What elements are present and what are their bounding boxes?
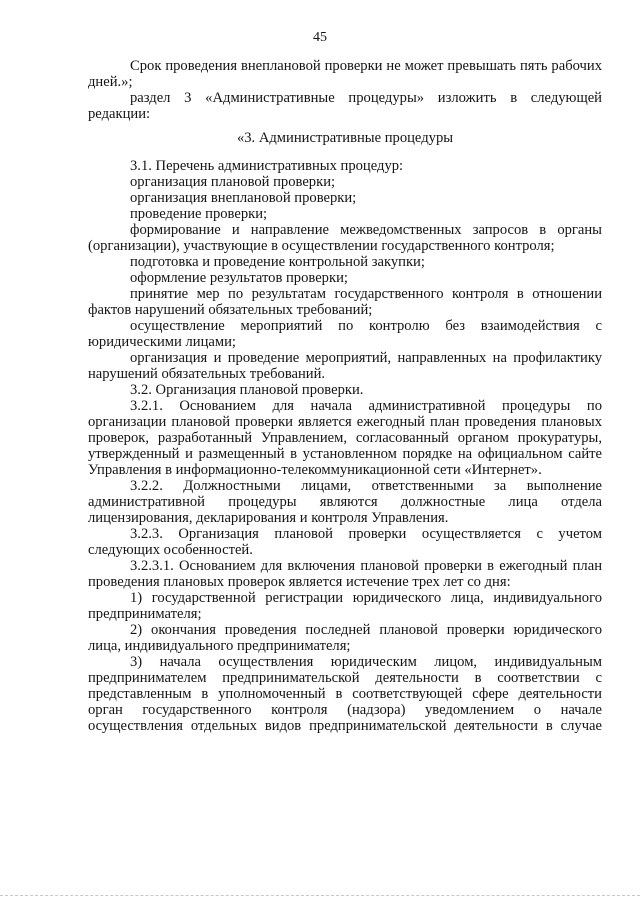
list-item: 2) окончания проведения последней плановой проверки юридического лица, индивидуального предпринимателя; [88,622,602,654]
paragraph: 3.2.2. Должностными лицами, ответственными за выполнение административной процедуры являются должностные лица отдела лицензирования, декларирования и контроля Управления. [88,478,602,526]
paragraph: 3.2.3.1. Основанием для включения плановой проверки в ежегодный план проведения плановых проверок является истечение трех лет со дня: [88,558,602,590]
list-item: 1) государственной регистрации юридического лица, индивидуального предпринимателя; [88,590,602,622]
list-item: 3) начала осуществления юридическим лицом, индивидуальным предпринимателем предпринимательской деятельности в соответствии с представленным в уполномоченный в соответствующей сфере деятельности орган государственного контроля (надзора) уведомлением о начале осуществления отдельных видов предпринимательской деятельности в случае [88,654,602,734]
subsection-heading: 3.2. Организация плановой проверки. [130,382,364,398]
scan-edge-artifact [0,895,640,896]
list-item: организация плановой проверки; [130,174,336,190]
list-item: формирование и направление межведомственных запросов в органы (организации), участвующие в осуществлении государственного контроля; [88,222,602,254]
list-item: организация и проведение мероприятий, направленных на профилактику нарушений обязательных требований. [88,350,602,382]
list-item: оформление результатов проверки; [130,270,348,286]
paragraph: 3.2.1. Основанием для начала административной процедуры по организации плановой проверки является ежегодный план проведения плановых проверок, разработанный Управлением, согласованный органом прокуратуры, утвержденный и размещенный в установленном порядке на официальном сайте Управления в информационно-телекоммуникационной сети «Интернет». [88,398,602,478]
list-heading: 3.1. Перечень административных процедур: [130,158,404,174]
paragraph: Срок проведения внеплановой проверки не может превышать пять рабочих дней.»; [88,58,602,90]
list-item: проведение проверки; [130,206,268,222]
list-item: подготовка и проведение контрольной закупки; [130,254,425,270]
list-item: организация внеплановой проверки; [130,190,357,206]
page-number: 45 [313,30,327,45]
list-item: осуществление мероприятий по контролю без взаимодействия с юридическими лицами; [88,318,602,350]
section-heading: «3. Административные процедуры [236,130,454,146]
paragraph: раздел 3 «Административные процедуры» изложить в следующей редакции: [88,90,602,122]
paragraph: 3.2.3. Организация плановой проверки осуществляется с учетом следующих особенностей. [88,526,602,558]
list-item: принятие мер по результатам государственного контроля в отношении фактов нарушений обязательных требований; [88,286,602,318]
document-body [88,58,602,734]
